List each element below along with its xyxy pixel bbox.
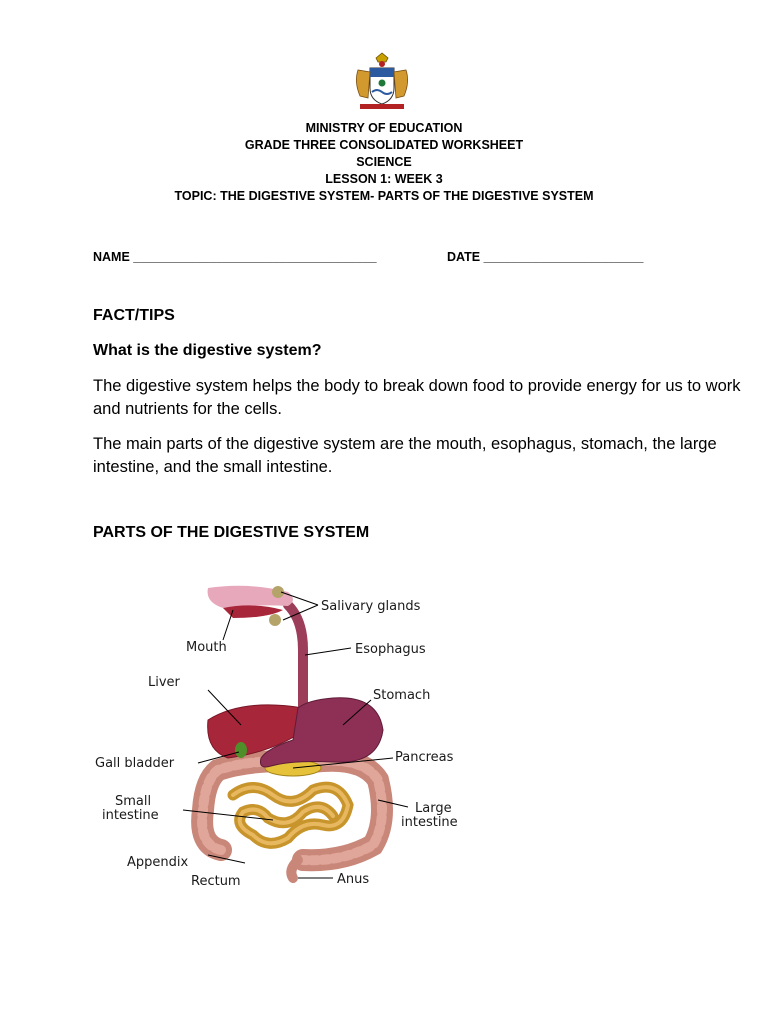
label-esophagus: Esophagus: [355, 642, 426, 657]
coat-of-arms-crest: [350, 52, 414, 112]
label-stomach: Stomach: [373, 688, 431, 703]
gall-bladder-illustration: [235, 742, 247, 758]
name-field[interactable]: NAME ___________________________________: [93, 250, 377, 264]
ministry-heading: MINISTRY OF EDUCATION: [305, 121, 463, 135]
label-rectum: Rectum: [191, 874, 241, 889]
fact-tips-heading: FACT/TIPS: [93, 307, 175, 324]
label-liver: Liver: [148, 675, 180, 690]
paragraph-main-parts: The main parts of the digestive system are the mouth, esophagus, stomach, the large intestine, and the small intestine.: [93, 435, 717, 476]
paragraph-definition: The digestive system helps the body to break down food to provide energy for us to work and nutrients for the cells.: [93, 377, 741, 418]
worksheet-heading: GRADE THREE CONSOLIDATED WORKSHEET: [244, 138, 524, 152]
label-gall-bladder: Gall bladder: [95, 756, 175, 771]
name-date-fields: [93, 250, 644, 264]
label-small-intestine-1: Small: [115, 794, 152, 809]
topic-heading: TOPIC: THE DIGESTIVE SYSTEM- PARTS OF THE DIGESTIVE SYSTEM: [174, 189, 594, 203]
subject-heading: SCIENCE: [356, 155, 412, 169]
label-appendix: Appendix: [127, 855, 189, 870]
mouth-illustration: [208, 586, 293, 626]
label-pancreas: Pancreas: [395, 750, 454, 765]
question-heading: What is the digestive system?: [93, 342, 322, 359]
esophagus-illustration: [288, 605, 303, 710]
label-large-intestine-2: intestine: [401, 815, 458, 830]
label-small-intestine-2: intestine: [102, 808, 159, 823]
date-field[interactable]: DATE _______________________: [447, 250, 644, 264]
label-anus: Anus: [337, 872, 370, 887]
small-intestine-illustration: [233, 787, 348, 843]
label-salivary-glands: Salivary glands: [321, 599, 421, 614]
parts-heading: PARTS OF THE DIGESTIVE SYSTEM: [93, 524, 370, 541]
digestive-system-diagram: [93, 580, 483, 890]
label-mouth: Mouth: [186, 640, 227, 655]
label-large-intestine-1: Large: [415, 801, 452, 816]
worksheet-header: [0, 120, 768, 205]
lesson-heading: LESSON 1: WEEK 3: [325, 172, 443, 186]
